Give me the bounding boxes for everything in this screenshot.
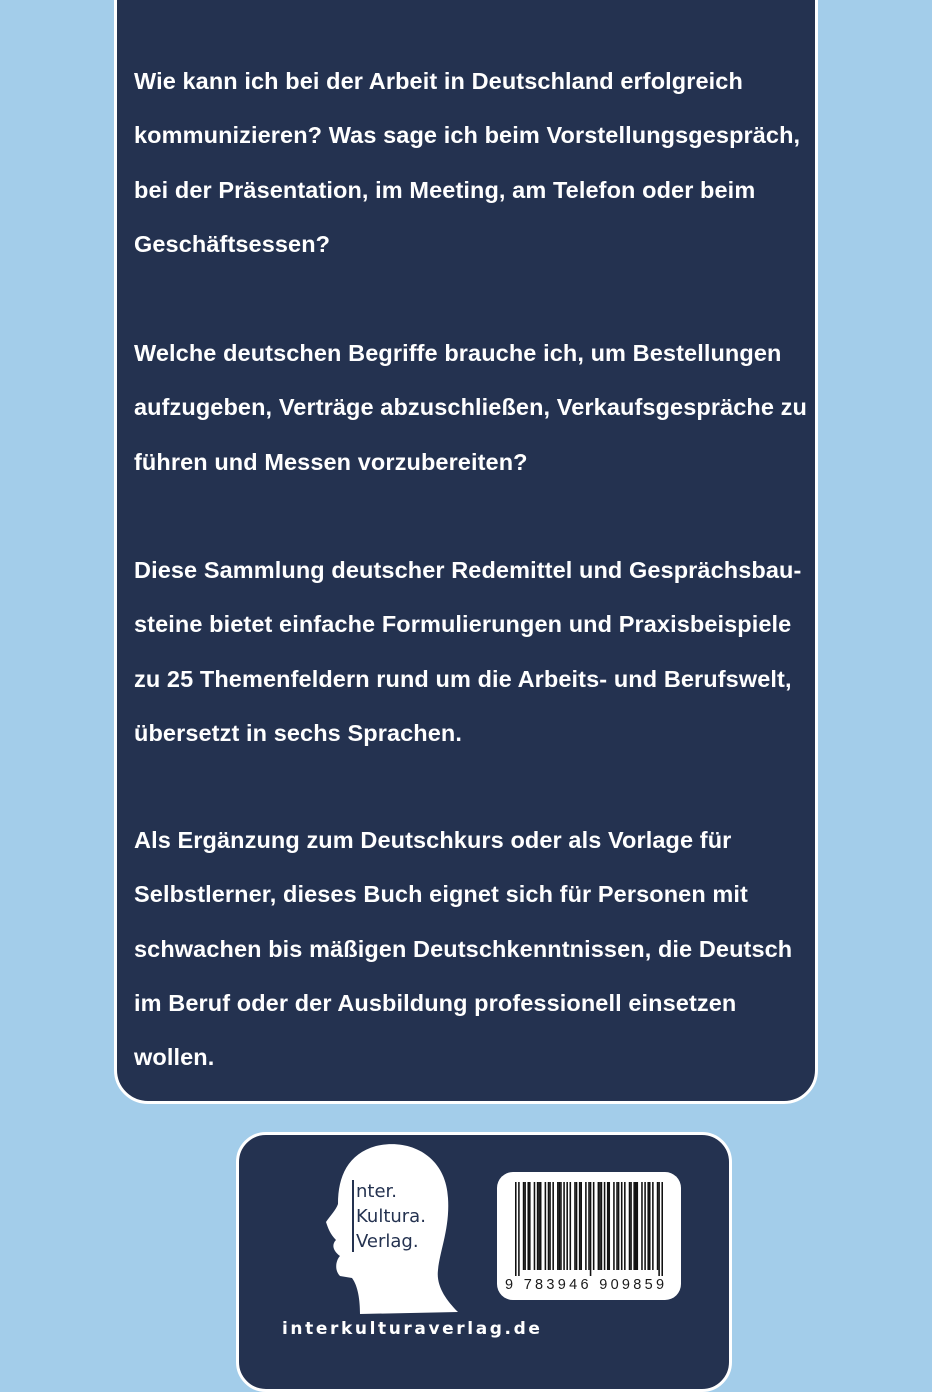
barcode-bar [604, 1182, 606, 1270]
blurb-paragraph-1: Wie kann ich bei der Arbeit in Deutschland erfolgreich kommunizieren? Was sage ich beim Vorstellungsgespräch, bei der Präsentation, im Meeting, am Telefon oder beim Geschäftsessen? [134, 68, 801, 257]
publisher-website: interkulturaverlag.de [282, 1319, 543, 1339]
barcode-bar [523, 1182, 525, 1270]
logo-vertical-bar [352, 1180, 354, 1252]
barcode-bar [585, 1182, 587, 1270]
barcode-bar [657, 1182, 659, 1270]
barcode-bar [621, 1182, 623, 1270]
barcode-bar [576, 1182, 578, 1270]
barcode-bar [552, 1182, 554, 1270]
barcode-bar [580, 1182, 582, 1270]
barcode-bar [607, 1182, 609, 1270]
barcode-bar [518, 1182, 520, 1276]
barcode [515, 1182, 663, 1276]
barcode-bar [630, 1182, 632, 1270]
barcode-bar [641, 1182, 643, 1270]
barcode-bar [658, 1182, 660, 1276]
barcode-bar [633, 1182, 635, 1270]
barcode-bar [629, 1182, 631, 1270]
barcode-bar [537, 1182, 539, 1270]
barcode-bar [529, 1182, 531, 1270]
barcode-bar [616, 1182, 618, 1270]
barcode-bar [545, 1182, 547, 1270]
barcode-bar [515, 1182, 517, 1276]
blurb-paragraph-4: Als Ergänzung zum Deutschkurs oder als Vorlage für Selbstlerner, dieses Buch eignet sich für Personen mit schwachen bis mäßigen Deutschkenntnissen, die Deutsch im Beruf oder der Ausbildung professionell einsetzen wollen. [134, 827, 793, 1071]
barcode-bar [593, 1182, 595, 1270]
barcode-bar [570, 1182, 572, 1270]
barcode-bar [557, 1182, 559, 1270]
barcode-bar [588, 1182, 590, 1270]
barcode-bar [560, 1182, 562, 1270]
barcode-bar [548, 1182, 550, 1270]
barcode-bar [599, 1182, 601, 1270]
barcode-bar [574, 1182, 576, 1270]
logo-text-line-2: Kultura. [356, 1206, 426, 1227]
barcode-bar [540, 1182, 542, 1270]
barcode-bar [661, 1182, 663, 1276]
barcode-bar [649, 1182, 651, 1270]
barcode-bar [579, 1182, 581, 1270]
logo-text-line-1: nter. [356, 1181, 398, 1202]
barcode-bar [534, 1182, 536, 1270]
barcode-bar [624, 1182, 626, 1270]
barcode-bar [549, 1182, 551, 1270]
barcode-bar [644, 1182, 646, 1270]
barcode-bar [598, 1182, 600, 1270]
barcode-bar [601, 1182, 603, 1270]
barcode-bar [647, 1182, 649, 1270]
barcode-bar [559, 1182, 561, 1270]
barcode-bar [618, 1182, 620, 1270]
barcode-bar [637, 1182, 639, 1270]
isbn-number: 9 783946 909859 [505, 1277, 668, 1293]
barcode-bar [527, 1182, 529, 1270]
blurb-paragraph-3: Diese Sammlung deutscher Redemittel und Gesprächsbausteine bietet einfache Formulierungen und Praxisbeispiele zu 25 Themenfeldern rund um die Arbeits- und Berufswelt, übersetzt in sechs Sprachen. [134, 557, 802, 746]
barcode-bar [613, 1182, 615, 1270]
blurb-paragraph-2: Welche deutschen Begriffe brauche ich, um Bestellungen aufzugeben, Verträge abzuschließen, Verkaufsgespräche zu führen und Messen vorzubereiten? [134, 340, 807, 475]
barcode-bar [635, 1182, 637, 1270]
barcode-bar [538, 1182, 540, 1270]
barcode-bar [563, 1182, 565, 1270]
barcode-bar [652, 1182, 654, 1270]
barcode-bar [590, 1182, 592, 1276]
logo-text-line-3: Verlag. [356, 1231, 419, 1252]
barcode-bar [608, 1182, 610, 1270]
barcode-bar [566, 1182, 568, 1270]
barcode-bar [524, 1182, 526, 1270]
